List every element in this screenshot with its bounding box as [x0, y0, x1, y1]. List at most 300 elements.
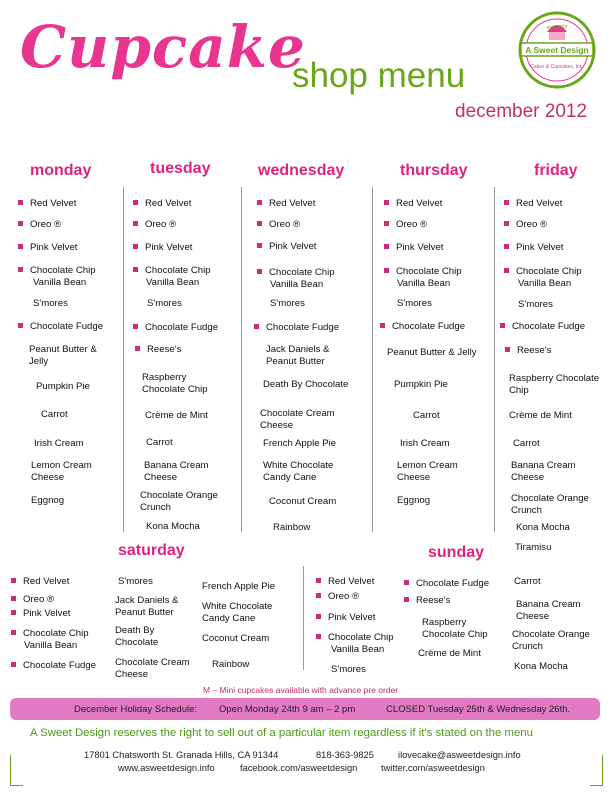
menu-item-label: S'mores [331, 664, 366, 675]
menu-item-label: S'mores [33, 298, 68, 309]
bullet-icon [135, 346, 140, 351]
menu-item-label: Raspberry [142, 372, 187, 383]
bullet-icon [133, 244, 138, 249]
menu-item-label: Chocolate Chip [23, 628, 89, 639]
holiday-closed: CLOSED Tuesday 25th & Wednesday 26th. [386, 704, 571, 715]
menu-item-label: Chocolate Chip [269, 267, 335, 278]
saturday-menu-item [11, 628, 89, 640]
menu-item-label: Vanilla Bean [397, 278, 451, 289]
saturday-menu-item [202, 601, 272, 613]
saturday-menu-item [202, 581, 275, 593]
holiday-label: December Holiday Schedule: [74, 704, 198, 715]
tuesday-menu-item [146, 521, 200, 533]
menu-item-label: Red Velvet [328, 576, 375, 587]
thursday-menu-item [400, 438, 450, 450]
saturday-menu-item [202, 633, 269, 645]
menu-item-label: Vanilla Bean [331, 644, 385, 655]
monday-menu-item [34, 438, 84, 450]
bullet-icon [257, 200, 262, 205]
saturday-menu-item [115, 657, 190, 669]
menu-item-label: Carrot [513, 438, 540, 449]
day-thursday: thursday [400, 162, 468, 179]
menu-item-label: Oreo ® [328, 591, 360, 602]
bullet-icon [316, 593, 321, 598]
sunday-menu-item [331, 664, 366, 676]
monday-menu-item [18, 321, 103, 333]
menu-item-label: Rainbow [273, 522, 311, 533]
bullet-icon [384, 200, 389, 205]
menu-item-label: Oreo ® [145, 219, 177, 230]
bullet-icon [18, 323, 23, 328]
menu-item-label: Cheese [115, 669, 149, 680]
bullet-icon [133, 221, 138, 226]
bullet-icon [133, 267, 138, 272]
bullet-icon [384, 221, 389, 226]
menu-item-label: Peanut Butter [266, 356, 325, 367]
menu-item-label: Candy Cane [263, 472, 317, 483]
menu-item-label: Vanilla Bean [24, 640, 78, 651]
friday-menu-item [518, 278, 571, 290]
footer-email[interactable]: ilovecake@asweetdesign.info [398, 750, 521, 760]
tuesday-menu-item [140, 490, 218, 502]
menu-item-label: Jelly [29, 356, 49, 367]
menu-item-label: Red Velvet [396, 198, 443, 209]
thursday-menu-item [384, 198, 442, 210]
logo-name: A Sweet Design [525, 45, 589, 55]
menu-item-label: Crème de Mint [509, 410, 572, 421]
saturday-menu-item [118, 576, 153, 588]
menu-item-label: Crunch [512, 641, 543, 652]
bullet-icon [254, 324, 259, 329]
friday-menu-item [511, 505, 542, 517]
logo-est: est. 2007 [546, 25, 568, 31]
thursday-menu-item [413, 410, 440, 422]
saturday-menu-item [115, 669, 148, 681]
menu-item-label: Chocolate Fudge [145, 322, 219, 333]
sunday-menu-item [516, 599, 581, 611]
friday-menu-item [504, 198, 562, 210]
bullet-icon [11, 630, 16, 635]
bullet-icon [11, 662, 16, 667]
divider [372, 187, 373, 532]
sunday-menu-item [404, 595, 450, 607]
monday-menu-item [41, 409, 68, 421]
friday-menu-item [516, 522, 570, 534]
thursday-menu-item [397, 495, 430, 507]
title-cupcake: Cupcake [20, 13, 306, 81]
tuesday-menu-item [144, 472, 177, 484]
wednesday-menu-item [260, 420, 293, 432]
menu-item-label: Cheese [31, 472, 65, 483]
divider [241, 187, 242, 532]
menu-item-label: Reese's [416, 595, 451, 606]
tuesday-menu-item [133, 198, 191, 210]
menu-item-label: Chocolate Fudge [266, 322, 340, 333]
bullet-icon [133, 200, 138, 205]
thursday-menu-item [397, 278, 450, 290]
friday-menu-item [511, 472, 544, 484]
mini-note: M – Mini cupcakes available with advance pre order [203, 685, 399, 695]
bullet-icon [316, 614, 321, 619]
menu-item-label: Chocolate Fudge [512, 321, 586, 332]
day-monday: monday [30, 162, 92, 179]
thursday-menu-item [380, 321, 465, 333]
menu-item-label: Pink Velvet [23, 608, 71, 619]
wednesday-menu-item [257, 267, 335, 279]
menu-item-label: Irish Cream [34, 438, 84, 449]
bullet-icon [380, 323, 385, 328]
tuesday-menu-item [135, 344, 181, 356]
bullet-icon [257, 221, 262, 226]
tuesday-menu-item [144, 460, 209, 472]
menu-item-label: White Chocolate [263, 460, 334, 471]
sunday-menu-item [512, 629, 590, 641]
friday-menu-item [511, 460, 576, 472]
day-friday: friday [534, 162, 578, 179]
wednesday-menu-item [257, 219, 300, 231]
day-wednesday: wednesday [258, 162, 345, 179]
monday-menu-item [29, 356, 48, 368]
saturday-menu-item [11, 576, 69, 588]
sunday-menu-item [512, 641, 543, 653]
menu-item-label: Chocolate Chip [516, 266, 582, 277]
menu-item-label: Cheese [260, 420, 294, 431]
menu-item-label: S'mores [147, 298, 182, 309]
thursday-menu-item [384, 266, 462, 278]
friday-menu-item [509, 373, 599, 385]
menu-item-label: Chip [509, 385, 529, 396]
thursday-menu-item [387, 347, 477, 359]
friday-menu-item [518, 299, 553, 311]
menu-item-label: Chocolate Orange [511, 493, 589, 504]
monday-menu-item [33, 298, 68, 310]
menu-item-label: Banana Cream [516, 599, 581, 610]
wednesday-menu-item [270, 279, 323, 291]
bullet-icon [18, 267, 23, 272]
menu-item-label: Jack Daniels & [115, 595, 179, 606]
wednesday-menu-item [269, 496, 336, 508]
sunday-menu-item [331, 644, 384, 656]
holiday-open: Open Monday 24th 9 am – 2 pm [219, 704, 356, 715]
menu-item-label: Chocolate Chip [396, 266, 462, 277]
bullet-icon [316, 634, 321, 639]
wednesday-menu-item [260, 408, 335, 420]
bullet-icon [18, 244, 23, 249]
monday-menu-item [18, 198, 76, 210]
corner-mark [590, 755, 603, 786]
friday-menu-item [505, 345, 551, 357]
friday-menu-item [504, 266, 582, 278]
saturday-menu-item [11, 660, 96, 672]
wednesday-menu-item [266, 344, 329, 356]
menu-item-label: S'mores [518, 299, 553, 310]
menu-item-label: Banana Cream [144, 460, 209, 471]
saturday-menu-item [202, 613, 255, 625]
menu-item-label: Pink Velvet [145, 242, 193, 253]
footer-facebook[interactable]: facebook.com/asweetdesign [240, 763, 358, 773]
wednesday-menu-item [263, 472, 316, 484]
bullet-icon [18, 221, 23, 226]
menu-item-label: Chocolate Chip [142, 384, 208, 395]
menu-item-label: Irish Cream [400, 438, 450, 449]
saturday-menu-item [11, 594, 54, 606]
menu-item-label: Coconut Cream [202, 633, 270, 644]
menu-item-label: Candy Cane [202, 613, 256, 624]
wednesday-menu-item [257, 198, 315, 210]
monday-menu-item [18, 265, 96, 277]
bullet-icon [504, 268, 509, 273]
tuesday-menu-item [145, 410, 208, 422]
menu-item-label: Carrot [146, 437, 173, 448]
friday-menu-item [509, 410, 572, 422]
menu-item-label: Pink Velvet [328, 612, 376, 623]
menu-item-label: Cheese [511, 472, 545, 483]
bullet-icon [500, 323, 505, 328]
friday-menu-item [515, 542, 551, 554]
menu-item-label: Raspberry Chocolate [509, 373, 600, 384]
menu-item-label: Coconut Cream [269, 496, 337, 507]
menu-item-label: Eggnog [397, 495, 431, 506]
menu-item-label: Chocolate Fudge [392, 321, 466, 332]
menu-item-label: Vanilla Bean [146, 277, 200, 288]
footer-address: 17801 Chatsworth St. Granada Hills, CA 91344 [84, 750, 279, 760]
monday-menu-item [36, 381, 90, 393]
monday-menu-item [31, 472, 64, 484]
friday-menu-item [500, 321, 585, 333]
menu-item-label: Eggnog [31, 495, 65, 506]
sunday-menu-item [516, 611, 549, 623]
menu-item-label: Crunch [511, 505, 542, 516]
menu-item-label: S'mores [118, 576, 153, 587]
saturday-menu-item [115, 607, 174, 619]
menu-item-label: Carrot [413, 410, 440, 421]
day-sunday: sunday [428, 544, 485, 561]
menu-item-label: Kona Mocha [514, 661, 568, 672]
day-tuesday: tuesday [150, 160, 211, 177]
tuesday-menu-item [146, 277, 199, 289]
menu-item-label: Lemon Cream [397, 460, 458, 471]
menu-item-label: Reese's [517, 345, 552, 356]
menu-item-label: Vanilla Bean [270, 279, 324, 290]
menu-item-label: Chocolate Orange [140, 490, 218, 501]
menu-item-label: Pink Velvet [269, 241, 317, 252]
saturday-menu-item [24, 640, 77, 652]
bullet-icon [404, 580, 409, 585]
tuesday-menu-item [142, 384, 208, 396]
divider [494, 187, 495, 532]
tuesday-menu-item [142, 372, 186, 384]
menu-item-label: Death By [115, 625, 155, 636]
sunday-menu-item [316, 576, 374, 588]
reserve-notice: A Sweet Design reserves the right to sell out of a particular item regardless if it's stated on the menu [30, 727, 533, 739]
bullet-icon [257, 243, 262, 248]
logo-sub: Cakes & Cupcakes, Inc. [530, 64, 584, 70]
bullet-icon [384, 244, 389, 249]
menu-item-label: S'mores [397, 298, 432, 309]
menu-item-label: Rainbow [212, 659, 250, 670]
bullet-icon [11, 610, 16, 615]
menu-item-label: Oreo ® [516, 219, 548, 230]
sunday-menu-item [514, 661, 568, 673]
bullet-icon [504, 244, 509, 249]
wednesday-menu-item [263, 460, 333, 472]
thursday-menu-item [397, 460, 458, 472]
menu-item-label: Kona Mocha [516, 522, 570, 533]
menu-item-label: Cheese [516, 611, 550, 622]
menu-item-label: Chocolate Cream [260, 408, 335, 419]
divider [303, 566, 304, 670]
saturday-menu-item [115, 595, 178, 607]
bullet-icon [316, 578, 321, 583]
monday-menu-item [31, 495, 64, 507]
bullet-icon [133, 324, 138, 329]
saturday-menu-item [212, 659, 249, 671]
menu-item-label: Red Velvet [30, 198, 77, 209]
friday-menu-item [504, 219, 547, 231]
menu-item-label: Pink Velvet [516, 242, 564, 253]
bullet-icon [504, 200, 509, 205]
sunday-menu-item [404, 578, 489, 590]
menu-item-label: Carrot [41, 409, 68, 420]
bullet-icon [11, 578, 16, 583]
bullet-icon [505, 347, 510, 352]
footer-website[interactable]: www.asweetdesign.info [118, 763, 215, 773]
sunday-menu-item [422, 617, 466, 629]
menu-item-label: Pumpkin Pie [36, 381, 90, 392]
menu-date: december 2012 [455, 101, 588, 122]
thursday-menu-item [394, 379, 448, 391]
sunday-menu-item [316, 632, 394, 644]
menu-item-label: Vanilla Bean [518, 278, 572, 289]
saturday-menu-item [115, 625, 154, 637]
title-shop-menu: shop menu [292, 56, 466, 95]
monday-menu-item [33, 277, 86, 289]
bullet-icon [384, 268, 389, 273]
menu-item-label: Red Velvet [516, 198, 563, 209]
menu-item-label: Lemon Cream [31, 460, 92, 471]
tuesday-menu-item [133, 322, 218, 334]
menu-item-label: Vanilla Bean [33, 277, 87, 288]
menu-item-label: Cheese [397, 472, 431, 483]
menu-item-label: Kona Mocha [146, 521, 200, 532]
tuesday-menu-item [133, 219, 176, 231]
wednesday-menu-item [254, 322, 339, 334]
tuesday-menu-item [133, 242, 192, 254]
menu-item-label: White Chocolate [202, 601, 273, 612]
wednesday-menu-item [266, 356, 325, 368]
menu-item-label: Chocolate Orange [512, 629, 590, 640]
menu-item-label: Crunch [140, 502, 171, 513]
friday-menu-item [504, 242, 563, 254]
wednesday-menu-item [270, 298, 305, 310]
divider [123, 187, 124, 532]
menu-item-label: Peanut Butter & Jelly [387, 347, 477, 358]
menu-item-label: Death By Chocolate [263, 379, 349, 390]
menu-item-label: Crème de Mint [145, 410, 208, 421]
day-saturday: saturday [118, 542, 185, 559]
menu-item-label: Tiramisu [515, 542, 552, 553]
friday-menu-item [513, 438, 540, 450]
bullet-icon [504, 221, 509, 226]
sunday-menu-item [316, 591, 359, 603]
sunday-menu-item [316, 612, 375, 624]
menu-item-label: Oreo ® [396, 219, 428, 230]
menu-item-label: Chocolate Chip [30, 265, 96, 276]
menu-item-label: Chocolate Chip [328, 632, 394, 643]
corner-mark [10, 755, 23, 786]
menu-item-label: Pink Velvet [396, 242, 444, 253]
sunday-menu-item [418, 648, 481, 660]
tuesday-menu-item [146, 437, 173, 449]
friday-menu-item [511, 493, 589, 505]
saturday-menu-item [11, 608, 70, 620]
wednesday-menu-item [257, 241, 316, 253]
wednesday-menu-item [263, 379, 348, 391]
menu-item-label: Oreo ® [23, 594, 55, 605]
menu-item-label: Peanut Butter [115, 607, 174, 618]
menu-item-label: Chocolate Chip [422, 629, 488, 640]
menu-item-label: Oreo ® [30, 219, 62, 230]
menu-item-label: Chocolate Fudge [416, 578, 490, 589]
bullet-icon [404, 597, 409, 602]
sunday-menu-item [514, 576, 541, 588]
menu-item-label: Carrot [514, 576, 541, 587]
a-sweet-design-logo [517, 10, 597, 90]
menu-item-label: Chocolate Fudge [23, 660, 97, 671]
menu-item-label: Chocolate [115, 637, 159, 648]
menu-item-label: French Apple Pie [202, 581, 276, 592]
menu-item-label: Red Velvet [145, 198, 192, 209]
footer-phone: 818-363-9825 [316, 750, 374, 760]
footer-twitter[interactable]: twitter.com/asweetdesign [381, 763, 485, 773]
menu-item-label: S'mores [270, 298, 305, 309]
menu-item-label: French Apple Pie [263, 438, 337, 449]
tuesday-menu-item [147, 298, 182, 310]
monday-menu-item [18, 219, 61, 231]
menu-item-label: Reese's [147, 344, 182, 355]
menu-item-label: Chocolate Cream [115, 657, 190, 668]
menu-item-label: Red Velvet [269, 198, 316, 209]
thursday-menu-item [397, 298, 432, 310]
monday-menu-item [31, 460, 92, 472]
menu-item-label: Pumpkin Pie [394, 379, 448, 390]
menu-item-label: Jack Daniels & [266, 344, 330, 355]
menu-item-label: Raspberry [422, 617, 467, 628]
sunday-menu-item [422, 629, 488, 641]
wednesday-menu-item [273, 522, 310, 534]
monday-menu-item [29, 344, 97, 356]
menu-item-label: Banana Cream [511, 460, 576, 471]
menu-item-label: Chocolate Fudge [30, 321, 104, 332]
menu-item-label: Oreo ® [269, 219, 301, 230]
menu-item-label: Cheese [144, 472, 178, 483]
bullet-icon [11, 596, 16, 601]
bullet-icon [257, 269, 262, 274]
tuesday-menu-item [140, 502, 171, 514]
friday-menu-item [509, 385, 529, 397]
menu-item-label: Pink Velvet [30, 242, 78, 253]
menu-item-label: Crème de Mint [418, 648, 481, 659]
menu-item-label: Chocolate Chip [145, 265, 211, 276]
tuesday-menu-item [133, 265, 211, 277]
thursday-menu-item [384, 242, 443, 254]
menu-item-label: Peanut Butter & [29, 344, 97, 355]
saturday-menu-item [115, 637, 158, 649]
monday-menu-item [18, 242, 77, 254]
thursday-menu-item [384, 219, 427, 231]
wednesday-menu-item [263, 438, 336, 450]
bullet-icon [18, 200, 23, 205]
